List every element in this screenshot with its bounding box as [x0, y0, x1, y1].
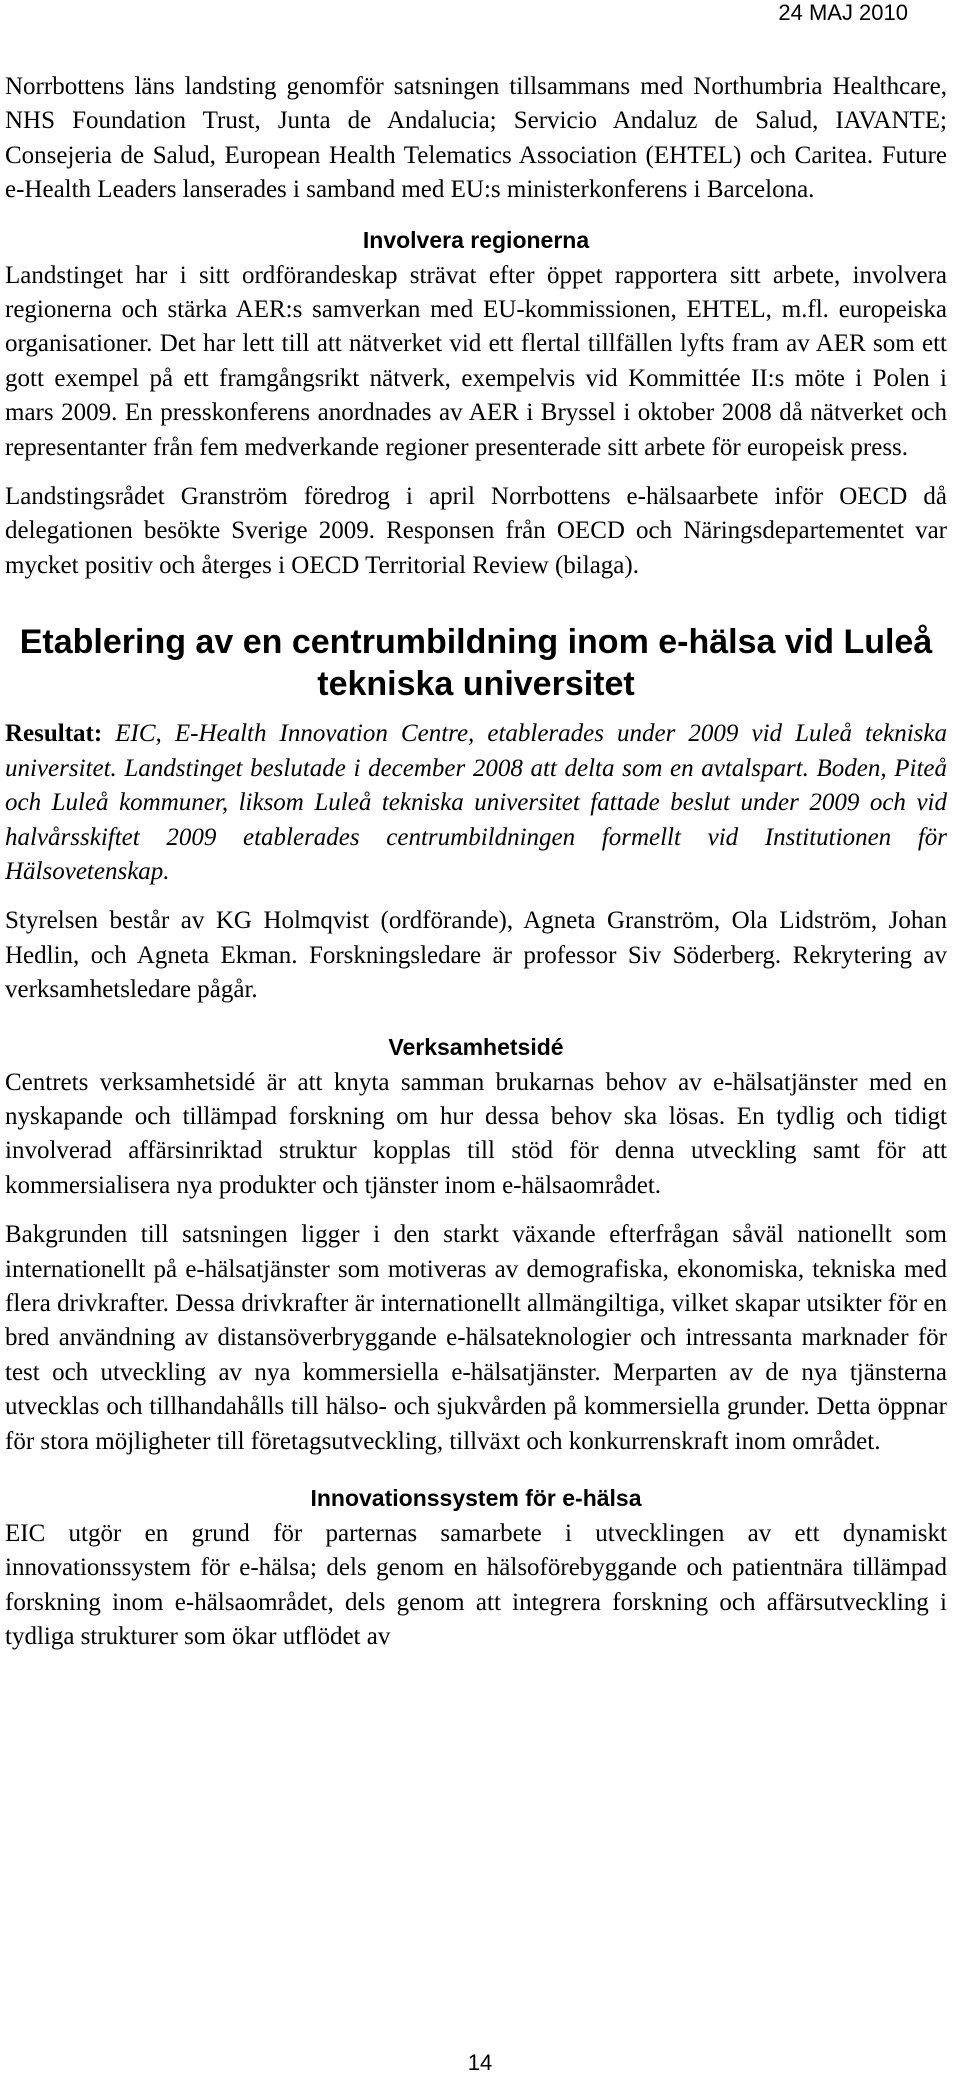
result-label: Resultat:	[5, 720, 103, 748]
header-date: 24 MAJ 2010	[778, 0, 908, 25]
page-content	[5, 70, 947, 1655]
heading-business-idea: Verksamhetsidé	[388, 1033, 564, 1060]
heading-innovation-system: Innovationssystem för e-hälsa	[310, 1485, 642, 1511]
heading-centre-establishment: Etablering av en centrumbildning inom e-hälsa vid Luleå tekniska universitet	[19, 623, 933, 704]
result-text: EIC, E-Health Innovation Centre, etablerades under 2009 vid Luleå tekniska universitet. Landstinget beslutade i december 2008 att delta som en avtalspart. Boden, Piteå och Luleå kommuner, liksom Luleå tekniska universitet fattade beslut under 2009 och vid halvårsskiftet 2009 etablerades centrumbildningen formellt vid Institutionen för Hälsovetenskap.	[5, 720, 947, 885]
intro-paragraph: Norrbottens läns landsting genomför satsningen tillsammans med Northumbria Healthcare, NHS Foundation Trust, Junta de Andalucia; Servicio Andaluz de Salud, IAVANTE; Consejeria de Salud, European Health Telematics Association (EHTEL) och Caritea. Future e-Health Leaders lanserades i samband med EU:s ministerkonferens i Barcelona.	[5, 73, 947, 204]
regions-paragraph-2: Landstingsrådet Granström föredrog i april Norrbottens e-hälsaarbete inför OECD då delegationen besökte Sverige 2009. Responsen från OECD och Näringsdepartementet var mycket positiv och återges i OECD Territorial Review (bilaga).	[5, 483, 947, 579]
innovation-paragraph: EIC utgör en grund för parternas samarbete i utvecklingen av ett dynamiskt innovationssystem för e-hälsa; dels genom en hälsoförebyggande och patientnära tillämpad forskning inom e-hälsaområdet, dels genom att integrera forskning och affärsutveckling i tydliga strukturer som ökar utflödet av	[5, 1520, 947, 1651]
board-paragraph: Styrelsen består av KG Holmqvist (ordförande), Agneta Granström, Ola Lidström, Johan Hedlin, och Agneta Ekman. Forskningsledare är professor Siv Söderberg. Rekrytering av verksamhetsledare pågår.	[5, 907, 947, 1004]
idea-paragraph-1: Centrets verksamhetsidé är att knyta samman brukarnas behov av e-hälsatjänster med en nyskapande och tillämpad forskning om hur dessa behov ska lösas. En tydlig och tidigt involverad affärsinriktad struktur kopplas till stöd för denna utveckling samt för att kommersialisera nya produkter och tjänster inom e-hälsaområdet.	[5, 1068, 947, 1199]
idea-paragraph-2: Bakgrunden till satsningen ligger i den starkt växande efterfrågan såväl nationellt som internationellt på e-hälsatjänster som motiveras av demografiska, ekonomiska, tekniska med flera drivkrafter. Dessa drivkrafter är internationellt allmängiltiga, vilket skapar utsikter för en bred användning av distansöverbryggande e-hälsateknologier och intressanta marknader för test och utveckling av nya kommersiella e-hälsatjänster. Merparten av de nya tjänsterna utvecklas och tillhandahålls till hälso- och sjukvården på kommersiella grunder. Detta öppnar för stora möjligheter till företagsutveckling, tillväxt och konkurrenskraft inom området.	[5, 1221, 947, 1455]
result-paragraph	[5, 717, 947, 889]
regions-paragraph-1: Landstinget har i sitt ordförandeskap strävat efter öppet rapportera sitt arbete, involvera regionerna och stärka AER:s samverkan med EU-kommissionen, EHTEL, m.fl. europeiska organisationer. Det har lett till att nätverket vid ett flertal tillfällen lyfts fram av AER som ett gott exempel på ett framgångsrikt nätverk, exempelvis vid Kommittée II:s möte i Polen i mars 2009. En presskonferens anordnades av AER i Bryssel i oktober 2008 då nätverket och representanter från fem medverkande regioner presenterade sitt arbete för europeisk press.	[5, 261, 947, 461]
heading-involve-regions: Involvera regionerna	[362, 226, 590, 253]
page-number: 14	[467, 2050, 493, 2075]
